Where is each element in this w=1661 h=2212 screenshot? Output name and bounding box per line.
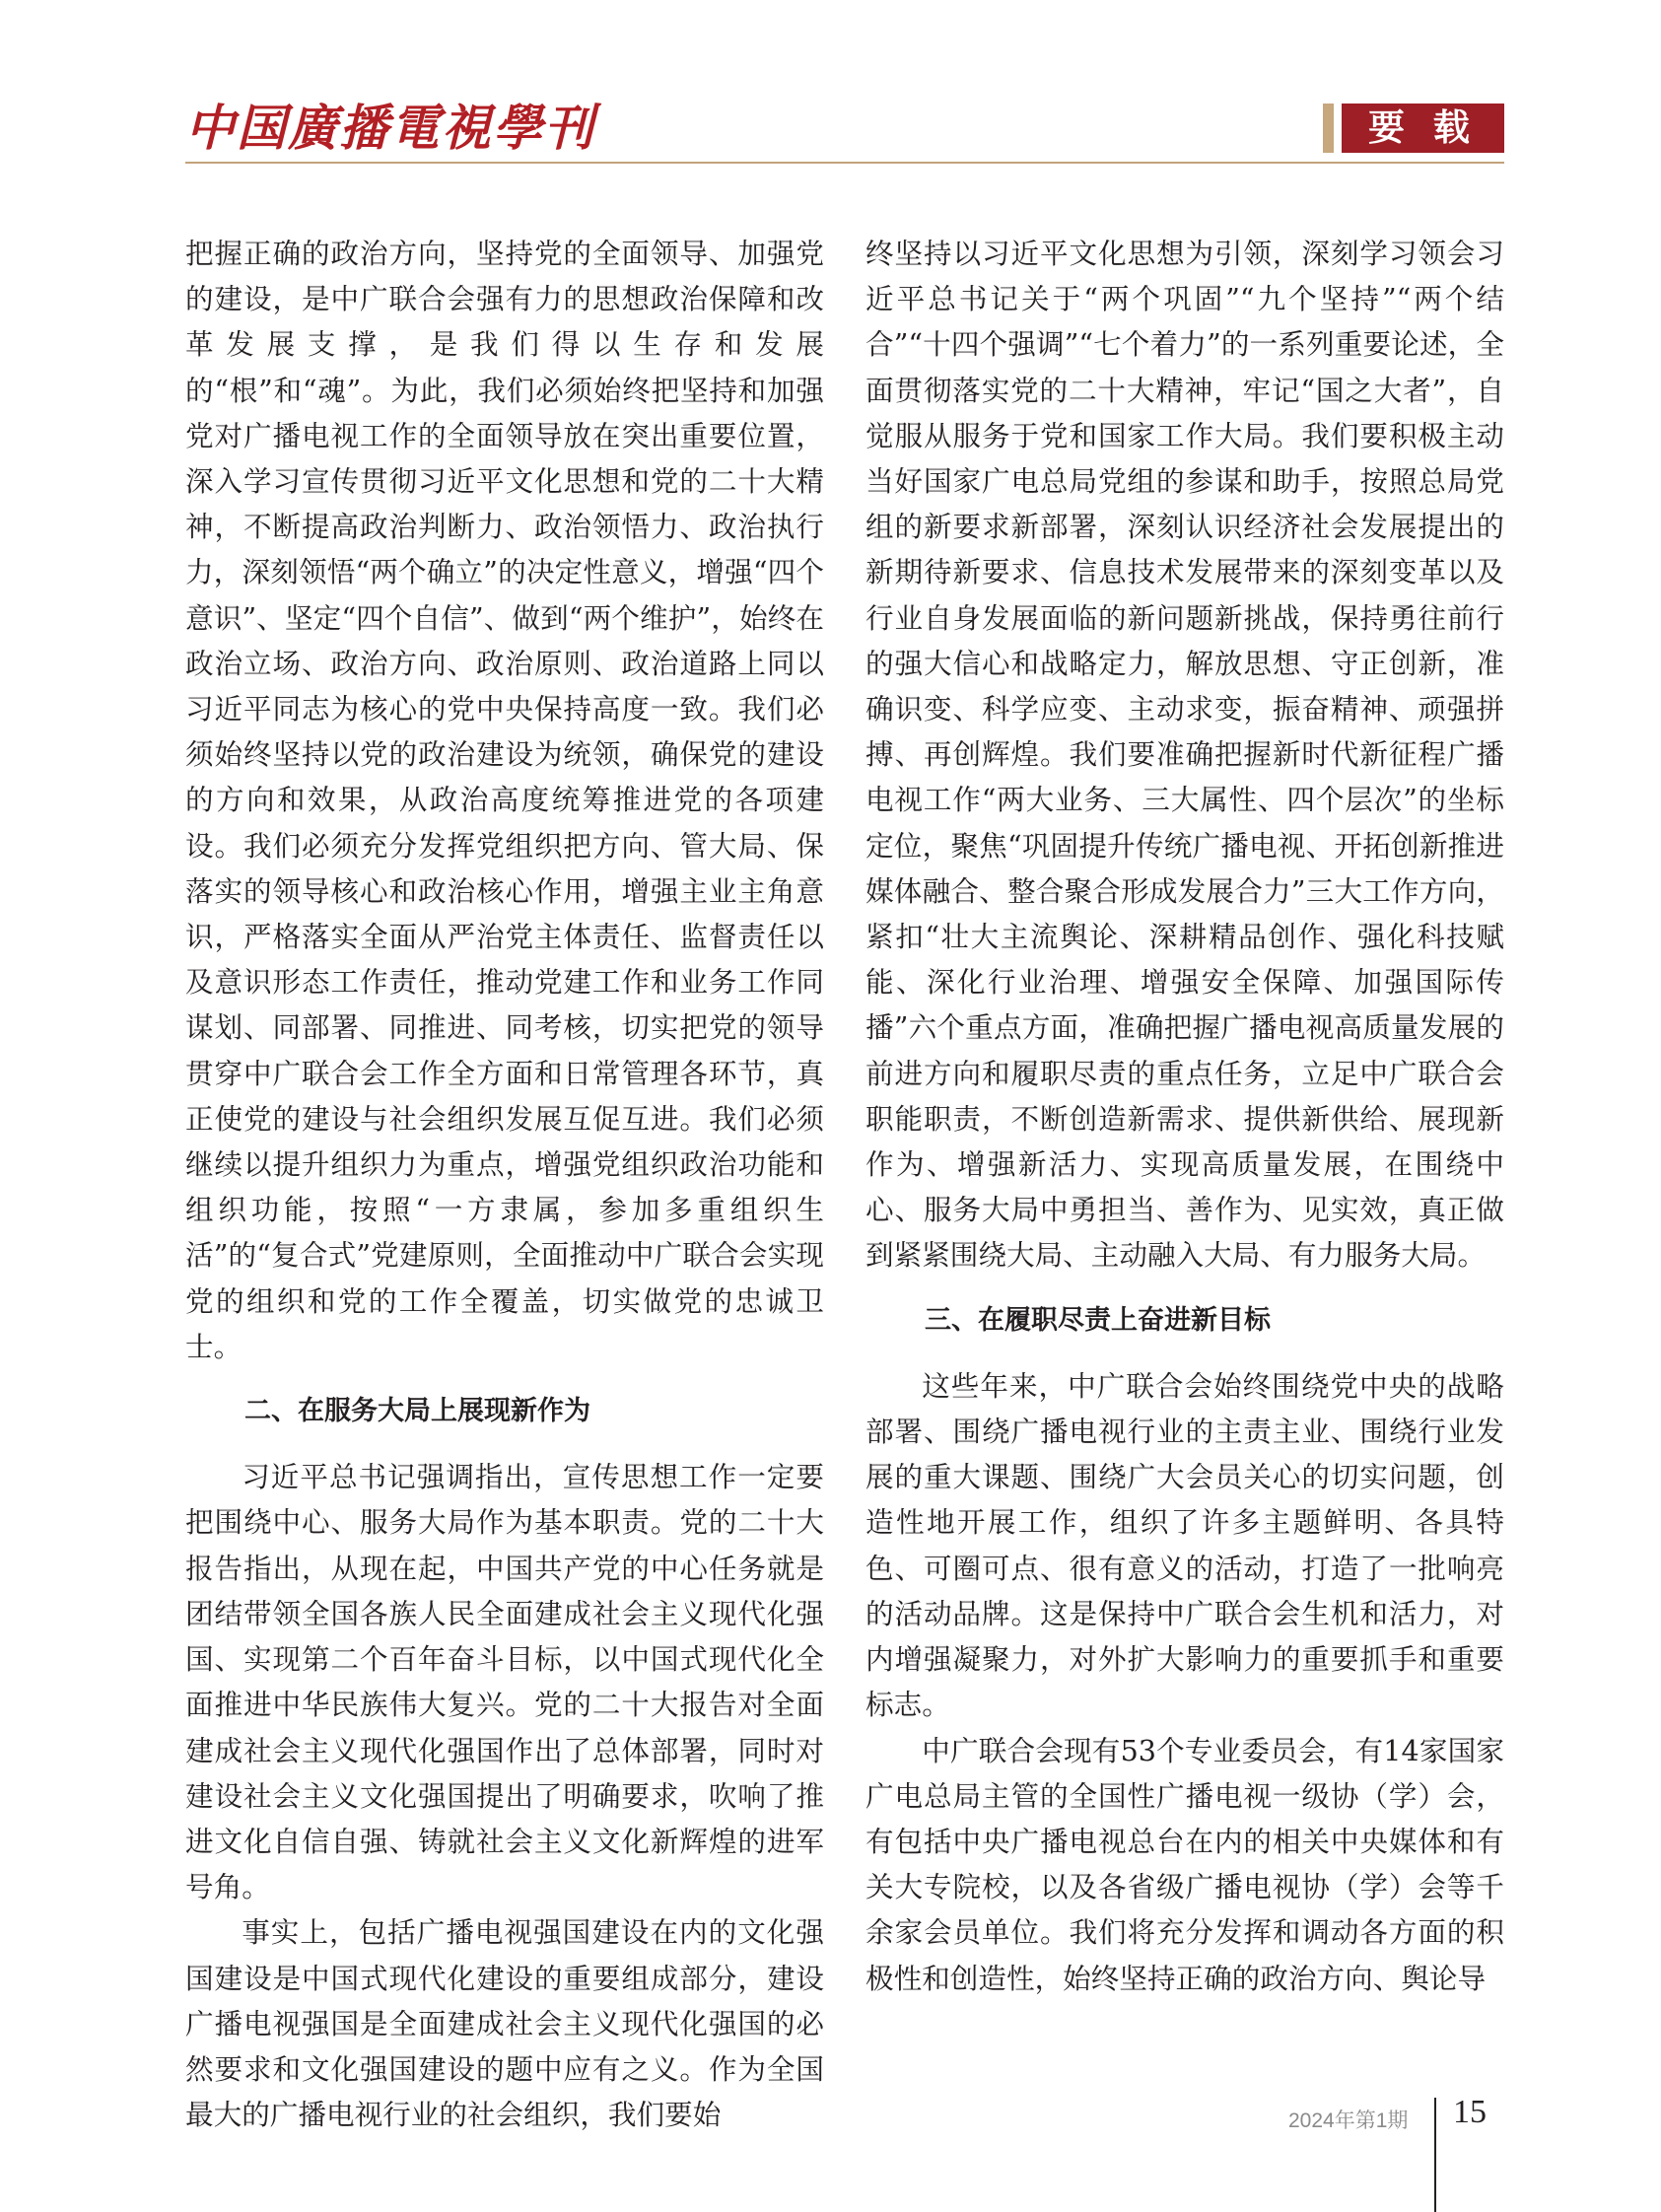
header-rule: [185, 162, 1504, 164]
section-tag-accent-bar: [1323, 104, 1334, 153]
right-paragraph-3: 中广联合会现有53个专业委员会，有14家国家广电总局主管的全国性广播电视一级协（学）会，有包括中央广播电视总台在内的相关中央媒体和有关大专院校，以及各省级广播电视协（学）会等千余家会员单位。我们将充分发挥和调动各方面的积极性和创造性，始终坚持正确的政治方向、舆论导: [865, 1733, 1504, 1995]
footer-divider: [1434, 2098, 1436, 2212]
left-paragraph-3: 事实上，包括广播电视强国建设在内的文化强国建设是中国式现代化建设的重要组成部分，建设广播电视强国是全面建成社会主义现代化强国的必然要求和文化强国建设的题中应有之义。作为全国最大的广播电视行业的社会组织，我们要始: [185, 1915, 824, 2132]
right-column: [865, 231, 1504, 2001]
section-label: 要 载: [1342, 104, 1504, 153]
page-number: 15: [1453, 2094, 1487, 2130]
right-paragraph-1: 终坚持以习近平文化思想为引领，深刻学习领会习近平总书记关于“两个巩固”“九个坚持”“两个结合”“十四个强调”“七个着力”的一系列重要论述，全面贯彻落实党的二十大精神，牢记“国之大者”，自觉服从服务于党和国家工作大局。我们要积极主动当好国家广电总局党组的参谋和助手，按照总局党组的新要求新部署，深刻认识经济社会发展提出的新期待新要求、信息技术发展带来的深刻变革以及行业自身发展面临的新问题新挑战，保持勇往前行的强大信心和战略定力，解放思想、守正创新，准确识变、科学应变、主动求变，振奋精神、顽强拼搏、再创辉煌。我们要准确把握新时代新征程广播电视工作“两大业务、三大属性、四个层次”的坐标定位，聚焦“巩固提升传统广播电视、开拓创新推进媒体融合、整合聚合形成发展合力”三大工作方向，紧扣“壮大主流舆论、深耕精品创作、强化科技赋能、深化行业治理、增强安全保障、加强国际传播”六个重点方面，准确把握广播电视高质量发展的前进方向和履职尽责的重点任务，立足中广联合会职能职责，不断创造新需求、提供新供给、展现新作为、增强新活力、实现高质量发展，在围绕中心、服务大局中勇担当、善作为、见实效，真正做到紧紧围绕大局、主动融入大局、有力服务大局。: [865, 237, 1504, 1273]
left-paragraph-2: 习近平总书记强调指出，宣传思想工作一定要把围绕中心、服务大局作为基本职责。党的二十大报告指出，从现在起，中国共产党的中心任务就是团结带领全国各族人民全面建成社会主义现代化强国、实现第二个百年奋斗目标，以中国式现代化全面推进中华民族伟大复兴。党的二十大报告对全面建成社会主义现代化强国作出了总体部署，同时对建设社会主义文化强国提出了明确要求，吹响了推进文化自信自强、铸就社会主义文化新辉煌的进军号角。: [185, 1460, 824, 1904]
left-paragraph-1: 把握正确的政治方向，坚持党的全面领导、加强党的建设，是中广联合会强有力的思想政治保障和改革发展支撑，是我们得以生存和发展的“根”和“魂”。为此，我们必须始终把坚持和加强党对广播电视工作的全面领导放在突出重要位置，深入学习宣传贯彻习近平文化思想和党的二十大精神，不断提高政治判断力、政治领悟力、政治执行力，深刻领悟“两个确立”的决定性意义，增强“四个意识”、坚定“四个自信”、做到“两个维护”，始终在政治立场、政治方向、政治原则、政治道路上同以习近平同志为核心的党中央保持高度一致。我们必须始终坚持以党的政治建设为统领，确保党的建设的方向和效果，从政治高度统筹推进党的各项建设。我们必须充分发挥党组织把方向、管大局、保落实的领导核心和政治核心作用，增强主业主角意识，严格落实全面从严治党主体责任、监督责任以及意识形态工作责任，推动党建工作和业务工作同谋划、同部署、同推进、同考核，切实把党的领导贯穿中广联合会工作全方面和日常管理各环节，真正使党的建设与社会组织发展互促互进。我们必须继续以提升组织力为重点，增强党组织政治功能和组织功能，按照“一方隶属，参加多重组织生活”的“复合式”党建原则，全面推动中广联合会实现党的组织和党的工作全覆盖，切实做党的忠诚卫士。: [185, 237, 824, 1363]
section-heading-3: 三、在履职尽责上奋进新目标: [925, 1304, 1271, 1336]
issue-label: 2024年第1期: [1288, 2109, 1409, 2132]
left-column: [185, 231, 824, 2137]
section-heading-2: 二、在服务大局上展现新作为: [244, 1396, 590, 1427]
right-paragraph-2: 这些年来，中广联合会始终围绕党中央的战略部署、围绕广播电视行业的主责主业、围绕行业发展的重大课题、围绕广大会员关心的切实问题，创造性地开展工作，组织了许多主题鲜明、各具特色、可圈可点、很有意义的活动，打造了一批响亮的活动品牌。这是保持中广联合会生机和活力，对内增强凝聚力，对外扩大影响力的重要抓手和重要标志。: [865, 1368, 1504, 1722]
section-tag: [1323, 104, 1504, 153]
journal-title: 中国廣播電視學刊: [185, 99, 595, 157]
